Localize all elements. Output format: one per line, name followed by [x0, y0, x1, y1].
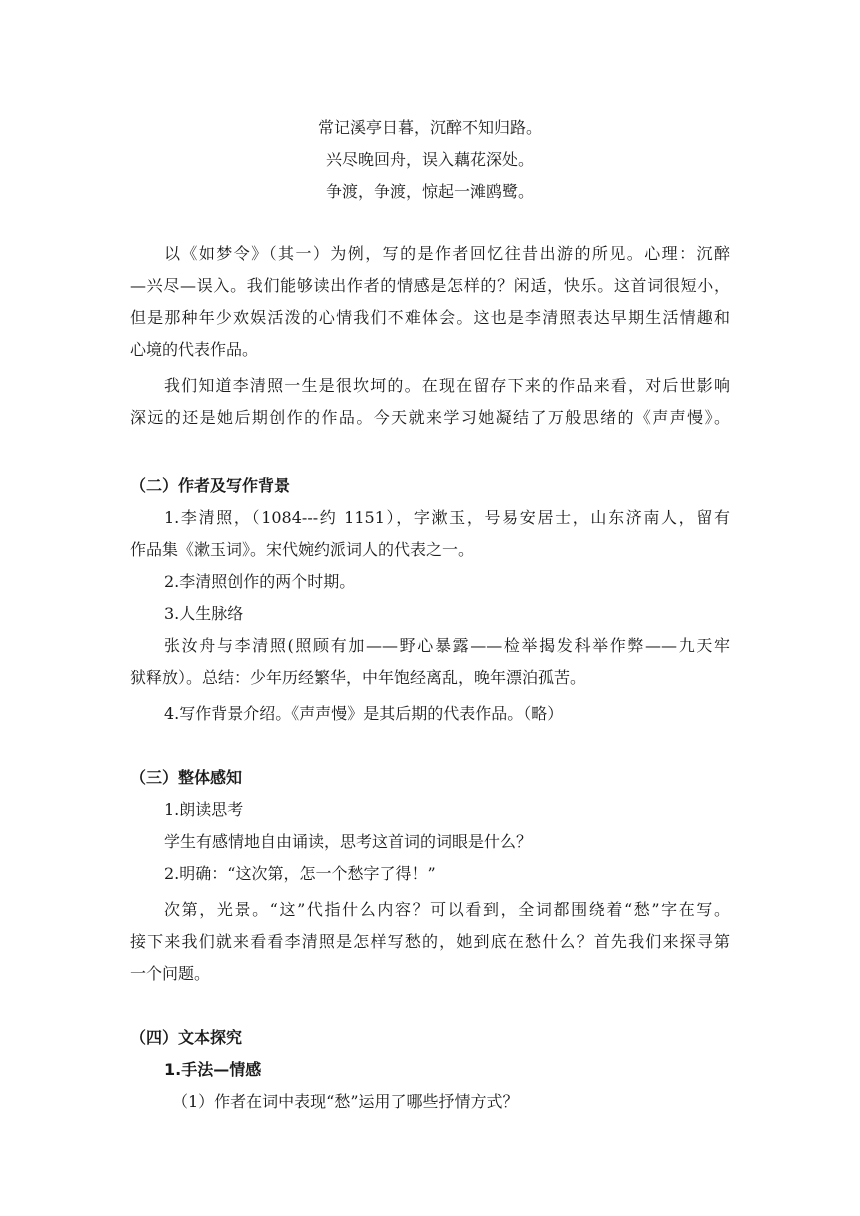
list-item: 次第，光景。“这”代指什么内容？可以看到，全词都围绕着“愁”字在写。: [164, 900, 730, 919]
list-item: 3.人生脉络: [164, 604, 244, 623]
question-item: （1）作者在词中表现“愁”运用了哪些抒情方式？: [172, 1092, 519, 1111]
list-item: 张汝舟与李清照(照顾有加——野心暴露——检举揭发科举作弊——九天牢: [164, 636, 730, 655]
poem-line: 兴尽晚回舟，误入藕花深处。: [325, 150, 534, 169]
poem-line: 常记溪亭日暮，沉醉不知归路。: [317, 118, 542, 137]
paragraph-line: 以《如梦令》（其一）为例，写的是作者回忆往昔出游的所见。心理：沉醉: [164, 244, 730, 263]
section-heading: （三）整体感知: [130, 768, 243, 787]
list-item: 1.朗读思考: [164, 800, 244, 819]
paragraph-line: 深远的还是她后期创作的作品。今天就来学习她凝结了万般思绪的《声声慢》。: [130, 408, 730, 427]
subsection-heading: 1.手法—情感: [164, 1060, 262, 1079]
list-item: 学生有感情地自由诵读，思考这首词的词眼是什么？: [164, 832, 533, 851]
list-item: 1.李清照，（1084---约 1151），字漱玉，号易安居士，山东济南人，留有: [164, 508, 730, 527]
list-item: 作品集《漱玉词》。宋代婉约派词人的代表之一。: [130, 540, 475, 559]
list-item: 2.李清照创作的两个时期。: [164, 572, 356, 591]
section-heading: （四）文本探究: [130, 1028, 243, 1047]
list-item: 4.写作背景介绍。《声声慢》是其后期的代表作品。（略）: [164, 704, 564, 723]
paragraph-line: 心境的代表作品。: [130, 340, 259, 359]
paragraph-line: 我们知道李清照一生是很坎坷的。在现在留存下来的作品来看，对后世影响: [164, 376, 730, 395]
list-item: 2.明确：“这次第，怎一个愁字了得！”: [164, 864, 436, 883]
paragraph-line: —兴尽—误入。我们能够读出作者的情感是怎样的？闲适，快乐。这首词很短小，: [130, 276, 730, 295]
list-item: 一个问题。: [130, 964, 211, 983]
paragraph-line: 但是那种年少欢娱活泼的心情我们不难体会。这也是李清照表达早期生活情趣和: [130, 308, 730, 327]
list-item: 狱释放）。总结：少年历经繁华，中年饱经离乱，晚年漂泊孤苦。: [130, 668, 587, 687]
list-item: 接下来我们就来看看李清照是怎样写愁的，她到底在愁什么？首先我们来探寻第: [130, 932, 730, 951]
poem-line: 争渡，争渡，惊起一滩鸥鹭。: [325, 182, 534, 201]
section-heading: （二）作者及写作背景: [130, 476, 291, 495]
